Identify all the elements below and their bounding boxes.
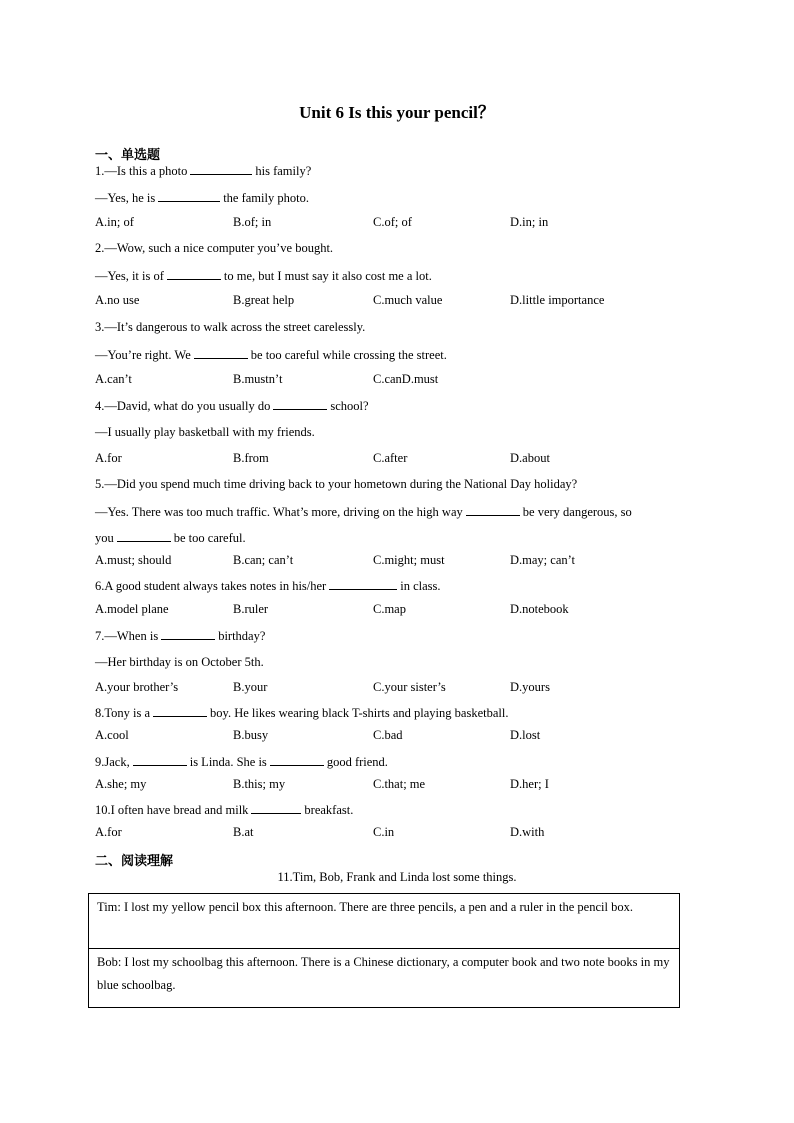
option-a[interactable]: A.cool bbox=[95, 728, 129, 742]
question-7 bbox=[95, 627, 265, 644]
answer-blank[interactable] bbox=[153, 704, 207, 717]
question-text: good friend. bbox=[326, 755, 388, 769]
question-text: 4.—David, what do you usually do bbox=[95, 399, 271, 413]
question-2-options bbox=[95, 293, 715, 309]
question-9-options bbox=[95, 777, 715, 793]
option-b[interactable]: B.can; can’t bbox=[233, 553, 294, 567]
option-a[interactable]: A.in; of bbox=[95, 215, 134, 229]
question-7-response: —Her birthday is on October 5th. bbox=[95, 655, 264, 669]
page-title: Unit 6 Is this your pencil？ bbox=[299, 103, 495, 122]
option-d[interactable]: D.her; I bbox=[510, 777, 549, 791]
table-row bbox=[89, 894, 680, 949]
question-4-options bbox=[95, 451, 715, 467]
section-heading-multiple-choice: 一、单选题 bbox=[95, 147, 161, 162]
question-9 bbox=[95, 753, 388, 770]
question-3-options bbox=[95, 372, 715, 388]
question-10 bbox=[95, 801, 353, 818]
question-text: —Yes. There was too much traffic. What’s more, driving on the high way bbox=[95, 505, 463, 519]
option-a[interactable]: A.for bbox=[95, 451, 122, 465]
answer-blank[interactable] bbox=[167, 267, 221, 280]
question-text: in class. bbox=[400, 579, 441, 593]
option-c[interactable]: C.your sister’s bbox=[373, 680, 446, 694]
question-text: his family? bbox=[255, 164, 312, 178]
option-d[interactable]: D.with bbox=[510, 825, 545, 839]
option-b[interactable]: B.ruler bbox=[233, 602, 269, 616]
table-cell-tim: Tim: I lost my yellow pencil box this afternoon. There are three pencils, a pen and a ruler in the pencil box. bbox=[89, 894, 680, 949]
question-3: 3.—It’s dangerous to walk across the street carelessly. bbox=[95, 320, 366, 334]
answer-blank[interactable] bbox=[117, 529, 171, 542]
option-c[interactable]: C.in bbox=[373, 825, 395, 839]
option-c[interactable]: C.map bbox=[373, 602, 406, 616]
answer-blank[interactable] bbox=[273, 397, 327, 410]
option-b[interactable]: B.mustn’t bbox=[233, 372, 283, 386]
question-8-options bbox=[95, 728, 715, 744]
option-d[interactable]: D.lost bbox=[510, 728, 541, 742]
option-b[interactable]: B.this; my bbox=[233, 777, 286, 791]
question-1-response bbox=[95, 189, 309, 206]
question-7-options bbox=[95, 680, 715, 696]
question-text: birthday? bbox=[218, 629, 266, 643]
question-text: be very dangerous, so bbox=[522, 505, 632, 519]
option-c[interactable]: C.that; me bbox=[373, 777, 426, 791]
question-10-options bbox=[95, 825, 715, 841]
lost-items-table bbox=[88, 893, 680, 1008]
question-text: be too careful while crossing the street. bbox=[250, 348, 447, 362]
question-text: 10.I often have bread and milk bbox=[95, 803, 249, 817]
question-text: —You’re right. We bbox=[95, 348, 191, 362]
question-2-response bbox=[95, 267, 432, 284]
question-8 bbox=[95, 704, 508, 721]
option-d[interactable]: D.in; in bbox=[510, 215, 549, 229]
option-d[interactable]: D.about bbox=[510, 451, 550, 465]
answer-blank[interactable] bbox=[194, 346, 248, 359]
question-6 bbox=[95, 577, 441, 594]
option-b[interactable]: B.of; in bbox=[233, 215, 272, 229]
question-text: —Yes, he is bbox=[95, 191, 156, 205]
option-b[interactable]: B.from bbox=[233, 451, 269, 465]
option-a[interactable]: A.for bbox=[95, 825, 122, 839]
answer-blank[interactable] bbox=[270, 753, 324, 766]
option-c[interactable]: C.of; of bbox=[373, 215, 412, 229]
question-5: 5.—Did you spend much time driving back to your hometown during the National Day holiday? bbox=[95, 477, 578, 491]
answer-blank[interactable] bbox=[190, 162, 252, 175]
table-row bbox=[89, 949, 680, 1008]
question-5-response bbox=[95, 503, 632, 520]
option-a[interactable]: A.can’t bbox=[95, 372, 132, 386]
answer-blank[interactable] bbox=[133, 753, 187, 766]
option-c[interactable]: C.bad bbox=[373, 728, 403, 742]
question-5-options bbox=[95, 553, 715, 569]
question-11-intro: 11.Tim, Bob, Frank and Linda lost some things. bbox=[277, 870, 517, 884]
option-a[interactable]: A.model plane bbox=[95, 602, 169, 616]
question-1 bbox=[95, 162, 311, 179]
option-c[interactable]: C.might; must bbox=[373, 553, 445, 567]
question-4-response: —I usually play basketball with my friends. bbox=[95, 425, 315, 439]
option-b[interactable]: B.busy bbox=[233, 728, 269, 742]
option-d[interactable]: D.notebook bbox=[510, 602, 569, 616]
option-d[interactable]: D.little importance bbox=[510, 293, 605, 307]
question-text: 9.Jack, bbox=[95, 755, 130, 769]
option-a[interactable]: A.no use bbox=[95, 293, 140, 307]
question-text: breakfast. bbox=[304, 803, 354, 817]
question-text: be too careful. bbox=[173, 531, 246, 545]
question-text: is Linda. She is bbox=[189, 755, 267, 769]
answer-blank[interactable] bbox=[158, 189, 220, 202]
table-cell-bob: Bob: I lost my schoolbag this afternoon. There is a Chinese dictionary, a computer book and two note books in my blue schoolbag. bbox=[89, 949, 680, 1008]
question-text: —Yes, it is of bbox=[95, 269, 164, 283]
option-c[interactable]: C.much value bbox=[373, 293, 443, 307]
question-text: school? bbox=[330, 399, 369, 413]
answer-blank[interactable] bbox=[329, 577, 397, 590]
option-b[interactable]: B.your bbox=[233, 680, 268, 694]
option-b[interactable]: B.at bbox=[233, 825, 254, 839]
answer-blank[interactable] bbox=[466, 503, 520, 516]
question-6-options bbox=[95, 602, 715, 618]
question-text: you bbox=[95, 531, 114, 545]
option-d[interactable]: D.yours bbox=[510, 680, 550, 694]
question-2: 2.—Wow, such a nice computer you’ve bought. bbox=[95, 241, 334, 255]
question-1-options bbox=[95, 215, 715, 231]
answer-blank[interactable] bbox=[251, 801, 301, 814]
option-b[interactable]: B.great help bbox=[233, 293, 295, 307]
question-text: to me, but I must say it also cost me a lot. bbox=[223, 269, 432, 283]
question-text: boy. He likes wearing black T-shirts and playing basketball. bbox=[210, 706, 509, 720]
option-a[interactable]: A.must; should bbox=[95, 553, 172, 567]
question-text: 1.—Is this a photo bbox=[95, 164, 188, 178]
question-text: 7.—When is bbox=[95, 629, 159, 643]
question-3-response bbox=[95, 346, 447, 363]
option-c[interactable]: C.after bbox=[373, 451, 408, 465]
option-d[interactable]: D.may; can’t bbox=[510, 553, 576, 567]
question-text: 6.A good student always takes notes in his/her bbox=[95, 579, 327, 593]
option-a[interactable]: A.she; my bbox=[95, 777, 147, 791]
question-text: the family photo. bbox=[223, 191, 309, 205]
question-text: 8.Tony is a bbox=[95, 706, 151, 720]
question-4 bbox=[95, 397, 369, 414]
section-heading-reading: 二、阅读理解 bbox=[95, 853, 174, 868]
option-c[interactable]: C.canD.must bbox=[373, 372, 439, 386]
question-5-response-cont bbox=[95, 529, 246, 546]
option-a[interactable]: A.your brother’s bbox=[95, 680, 179, 694]
answer-blank[interactable] bbox=[161, 627, 215, 640]
